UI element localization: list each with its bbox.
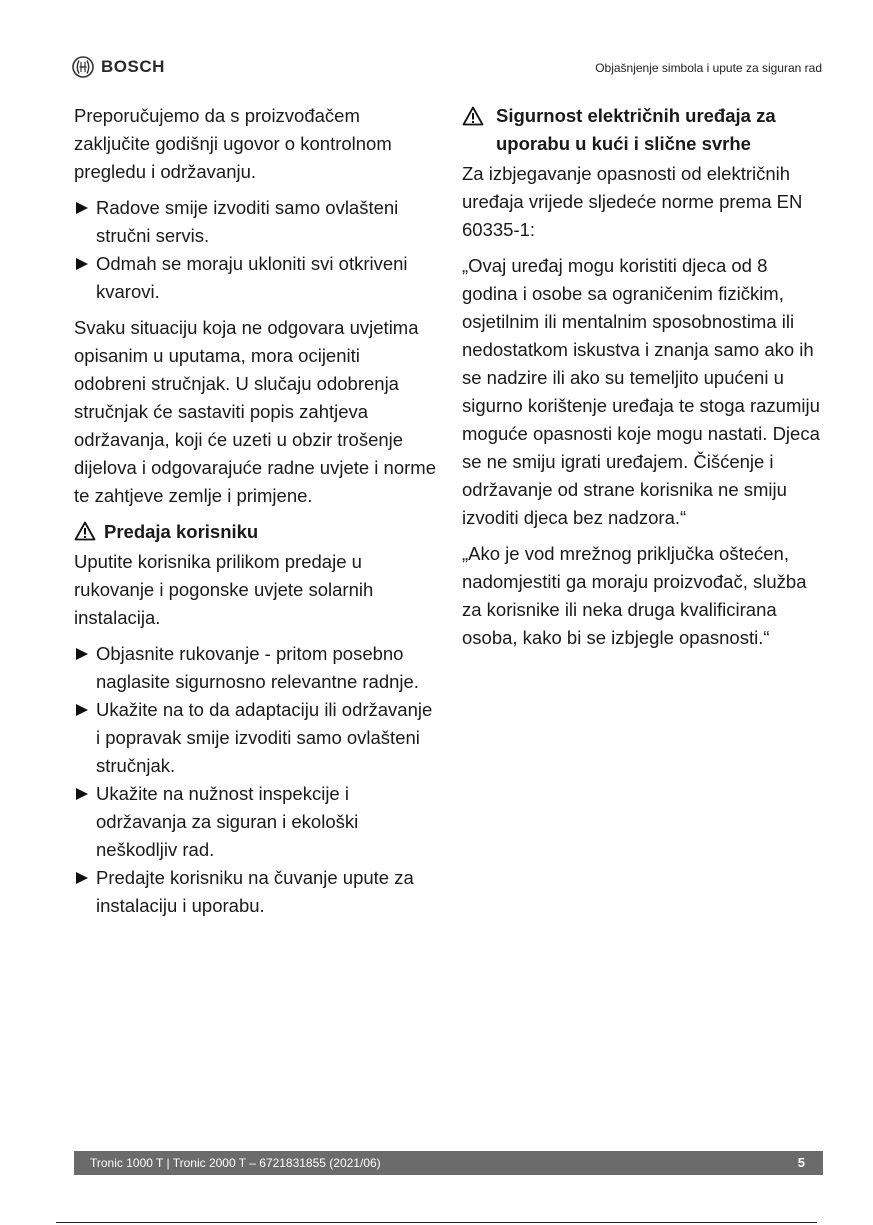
- list-item: Objasnite rukovanje - pritom posebno naglasite sigurnosno relevantne radnje.: [74, 640, 436, 696]
- arrow-bullet-icon: [76, 704, 88, 716]
- document-info: Tronic 1000 T | Tronic 2000 T – 6721831855 (2021/06): [90, 1156, 381, 1170]
- footer-bar: [74, 1151, 823, 1175]
- left-column: [74, 102, 436, 928]
- warning-triangle-icon: [462, 106, 484, 126]
- handover-bullet-list: [74, 640, 436, 920]
- list-item: Ukažite na to da adaptaciju ili održavanje i popravak smije izvoditi samo ovlašteni stručnjak.: [74, 696, 436, 780]
- children-quote-paragraph: „Ovaj uređaj mogu koristiti djeca od 8 godina i osobe sa ograničenim fizičkim, osjetilnim ili mentalnim sposobnostima ili nedostatkom iskustva i znanja samo ako ih se nadzire ili ako su temeljito upućeni u sigurno korištenje uređaja te stoga razumiju moguće opasnosti koje mogu nastati. Djeca se ne smiju igrati uređajem. Čišćenje i održavanje od strane korisnika ne smiju izvoditi djeca bez nadzora.“: [462, 255, 820, 528]
- service-bullet-list: [74, 194, 436, 306]
- arrow-bullet-icon: [76, 258, 88, 270]
- handover-heading: Predaja korisniku: [74, 518, 436, 546]
- right-column: [462, 102, 824, 660]
- handover-paragraph: Uputite korisnika prilikom predaje u rukovanje i pogonske uvjete solarnih instalacija.: [74, 551, 374, 628]
- list-item: Odmah se moraju ukloniti svi otkriveni kvarovi.: [74, 250, 436, 306]
- arrow-bullet-icon: [76, 202, 88, 214]
- list-item: Radove smije izvoditi samo ovlašteni stručni servis.: [74, 194, 436, 250]
- brand-name: BOSCH: [101, 57, 165, 76]
- bottom-divider: [56, 1222, 817, 1223]
- electrical-safety-heading: Sigurnost električnih uređaja za uporabu u kući i slične svrhe: [462, 102, 824, 158]
- warning-triangle-icon: [74, 521, 96, 541]
- section-title: Objašnjenje simbola i upute za siguran rad: [595, 61, 822, 75]
- list-item: Ukažite na nužnost inspekcije i održavanja za siguran i ekološki neškodljiv rad.: [74, 780, 436, 864]
- bosch-armature-icon: [72, 56, 94, 78]
- list-item: Predajte korisniku na čuvanje upute za instalaciju i uporabu.: [74, 864, 436, 920]
- arrow-bullet-icon: [76, 648, 88, 660]
- arrow-bullet-icon: [76, 872, 88, 884]
- brand-logo: [72, 56, 165, 78]
- norms-paragraph: Za izbjegavanje opasnosti od električnih uređaja vrijede sljedeće norme prema EN 60335-1:: [462, 163, 803, 240]
- evaluation-paragraph: Svaku situaciju koja ne odgovara uvjetima opisanim u uputama, mora ocijeniti odobreni stručnjak. U slučaju odobrenja stručnjak će sastaviti popis zahtjeva održavanja, koji će uzeti u obzir trošenje dijelova i odgovarajuće radne uvjete i norme te zahtjeve zemlje i primjene.: [74, 317, 436, 506]
- cable-quote-paragraph: „Ako je vod mrežnog priključka oštećen, nadomjestiti ga moraju proizvođač, služba za korisnike ili neka druga kvalificirana osoba, kako bi se izbjegle opasnosti.“: [462, 543, 807, 648]
- arrow-bullet-icon: [76, 788, 88, 800]
- page-number: 5: [797, 1155, 805, 1170]
- intro-paragraph: Preporučujemo da s proizvođačem zaključite godišnji ugovor o kontrolnom pregledu i održavanju.: [74, 105, 392, 182]
